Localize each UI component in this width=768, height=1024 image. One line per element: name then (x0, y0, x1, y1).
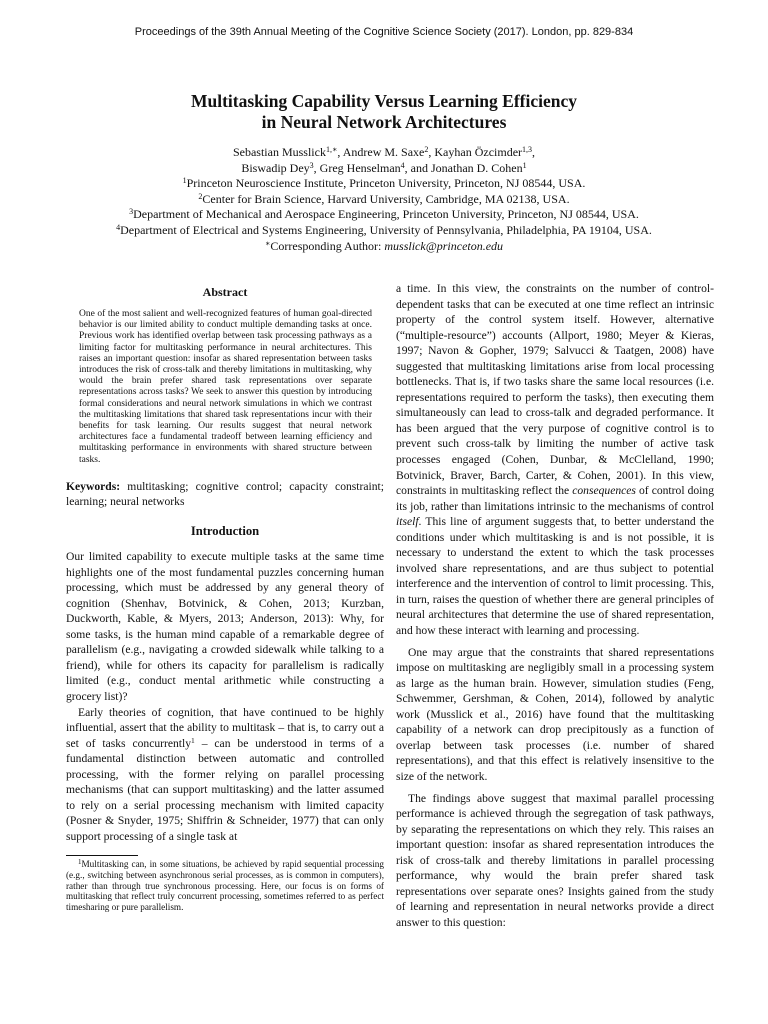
title-line-1: Multitasking Capability Versus Learning Efficiency (190, 91, 577, 111)
keywords-text: multitasking; cognitive control; capacity constraint; learning; neural networks (66, 479, 384, 509)
affiliation-3 (0, 207, 768, 223)
affiliation-mark: 4 (116, 222, 121, 232)
author-name: , Andrew M. Saxe (337, 145, 425, 159)
title-line-2: in Neural Network Architectures (261, 112, 507, 132)
paragraph-text: Early theories of cognition, that have continued to be highly influential, assert that the ability to multitask – that is, to carry out a set of tasks concurrently (66, 705, 384, 750)
intro-paragraph-2 (66, 705, 384, 845)
intro-paragraph-1: Our limited capability to execute multiple tasks at the same time highlights one of the most fundamental puzzles concerning human processing, which must be addressed by any general theory of cognition (Shenhav, Botvinick, & Cohen, 2013; Kurzban, Duckworth, Kable, & Myers, 2013; Anderson, 2013): Why, for some tasks, is the human mind capable of a remarkable degree of parallelism (e.g., navigating a crowded sidewalk while talking to a friend), while for others its capacity for parallelism is radically limited (e.g., conduct mental arithmetic while constructing a grocery list)? (66, 550, 384, 703)
affiliation-mark: 2 (198, 191, 203, 201)
keywords-label: Keywords: (66, 479, 121, 493)
keywords (66, 479, 384, 510)
affiliation-mark: 1 (182, 176, 187, 186)
left-column (66, 281, 384, 912)
emphasis-text: consequences (572, 484, 636, 498)
author-name: Sebastian Musslick (232, 145, 326, 159)
affiliation-text: Princeton Neuroscience Institute, Princeton University, Princeton, NJ 08544, USA. (186, 176, 586, 191)
affiliation-mark: 3 (129, 207, 134, 217)
proceedings-header: Proceedings of the 39th Annual Meeting of the Cognitive Science Society (2017). London, pp. 829-834 (134, 26, 634, 38)
paragraph-text: . This line of argument suggests that, to better understand the conditions under which multitasking is and is not possible, it is necessary to understand the extent to which the task processes involved share representations, and are thus subject to potential interference and the intervention of control to limit processing. This, in turn, raises the question of whether there are general principles of neural architectures that determine the use of shared representation, and how these interact with learning and processing. (396, 515, 714, 638)
paragraph-text: – can be understood in terms of a fundamental distinction between automatic and controlled processing, with the former relying on parallel processing mechanisms (that can support multitasking) and the latter assumed to rely on a serial processing mechanism with limited capacity (Posner & Snyder, 1975; Shiffrin & Schneider, 1977) that can only support processing of a single task at (66, 736, 384, 843)
affiliation-2 (0, 192, 768, 208)
author-name: , Kayhan Özcimder (428, 145, 523, 159)
author-affiliation-mark: 2 (424, 145, 429, 154)
author-affiliation-mark: 3 (309, 160, 314, 170)
footnote-1 (66, 859, 384, 912)
paragraph-text: a time. In this view, the constraints on the number of control-dependent tasks that can be executed at one time reflect an intrinsic property of the control system itself. However, alternative (“multiple-resource”) accounts (Allport, 1980; Meyer & Kieras, 1997; Navon & Gopher, 1979; Salvucci & Taatgen, 2008) have suggested that multitasking limitations arise from local processing bottlenecks. That is, if two tasks share the same local resources (i.e. representations required to perform the tasks), then executing them simultaneously can lead to cross-talk and degraded performance. It has been argued that the very purpose of cognitive control is to prevent such cross-talk by limiting the number of active task processes engaged (Cohen, Dunbar, & McClelland, 1990; Botvinick, Braver, Barch, Carter, & Cohen, 2001). In this view, constraints in multitasking reflect the (396, 282, 714, 498)
right-column (396, 281, 714, 930)
footnote-mark: 1 (78, 858, 82, 867)
corresponding-email-link[interactable]: musslick@princeton.edu (384, 238, 504, 253)
author-affiliation-mark: 1 (522, 160, 527, 170)
author-affiliation-mark: 1,3 (522, 145, 533, 154)
author-block (0, 145, 768, 254)
affiliation-4 (0, 223, 768, 239)
emphasis-text: itself (396, 515, 419, 529)
author-name: Biswadip Dey (241, 160, 310, 175)
paragraph-text: of control doing its job, rather than limitations intrinsic to the mechanisms of control (396, 484, 714, 513)
author-affiliation-mark: 1,∗ (325, 145, 338, 154)
corresponding-mark: ∗ (264, 238, 271, 248)
right-paragraph-3: The findings above suggest that maximal parallel processing performance is achieved through the segregation of task pathways, by separating the representations on which they rely. This raises an important question: insofar as shared representation introduces the risk of cross-talk and thereby limitations in parallel processing performance, why would the brain prefer shared task representations over separate ones? Insights gained from the study of learning and representation in neural networks provide a direct answer to this question: (396, 791, 714, 929)
abstract-heading: Abstract (202, 285, 248, 299)
affiliation-1 (0, 176, 768, 192)
author-separator: , (532, 145, 536, 159)
author-name: , Greg Henselman (313, 160, 401, 175)
footnote-ref-link[interactable]: 1 (191, 735, 195, 745)
corresponding-author (0, 239, 768, 255)
corresponding-label: Corresponding Author: (270, 238, 385, 253)
footnote-divider (66, 855, 138, 856)
abstract-text: One of the most salient and well-recognized features of human goal-directed behavior is our limited ability to conduct multiple demanding tasks at once. Previous work has identified overlap between task processing pathways as a limiting factor for multitasking performance in neural architectures. This raises an important question: insofar as shared representation between tasks introduces the risk of cross-talk and thereby limitations in multitasking, why would the brain prefer shared task representations over separate representations across tasks? We seek to answer this question by introducing formal considerations and neural network simulations in which we contrast the multitasking limitations that shared task representations incur with their benefits for task learning. Our results suggest that neural network architectures face a fundamental tradeoff between learning efficiency and multitasking performance in environments with shared structure between tasks. (79, 309, 372, 465)
paper-title (0, 91, 768, 133)
affiliation-text: Department of Mechanical and Aerospace Engineering, Princeton University, Princeton, NJ 08544, USA. (133, 207, 639, 222)
introduction-heading: Introduction (190, 524, 260, 539)
right-paragraph-1 (396, 281, 714, 639)
author-line-2 (0, 161, 768, 177)
right-paragraph-2: One may argue that the constraints that shared representations impose on multitasking are negligibly small in a processing system as large as the human brain. However, simulation studies (Feng, Schwemmer, Gershman, & Cohen, 2014), followed by analytic work (Musslick et al., 2016) have found that the multitasking capability of a network can drop precipitously as a function of overlap between task processes (i.e. number of shared representations), and that this effect is relatively insensitive to the size of the network. (396, 645, 714, 783)
affiliation-text: Department of Electrical and Systems Engineering, University of Pennsylvania, Philadelphia, PA 19104, USA. (120, 222, 652, 237)
author-name: , and Jonathan D. Cohen (404, 160, 523, 175)
author-affiliation-mark: 4 (400, 160, 405, 170)
affiliation-text: Center for Brain Science, Harvard University, Cambridge, MA 02138, USA. (202, 191, 570, 206)
author-line-1 (0, 145, 768, 161)
footnote-text: Multitasking can, in some situations, be achieved by rapid sequential processing (e.g., switching between asynchronous serial processes, as is common in computers), rather than through true synchronous processing. Here, our focus is on forms of multitasking that reflect truly concurrent processing, sometimes referred to as perfect timesharing or pure parallelism. (66, 859, 384, 912)
